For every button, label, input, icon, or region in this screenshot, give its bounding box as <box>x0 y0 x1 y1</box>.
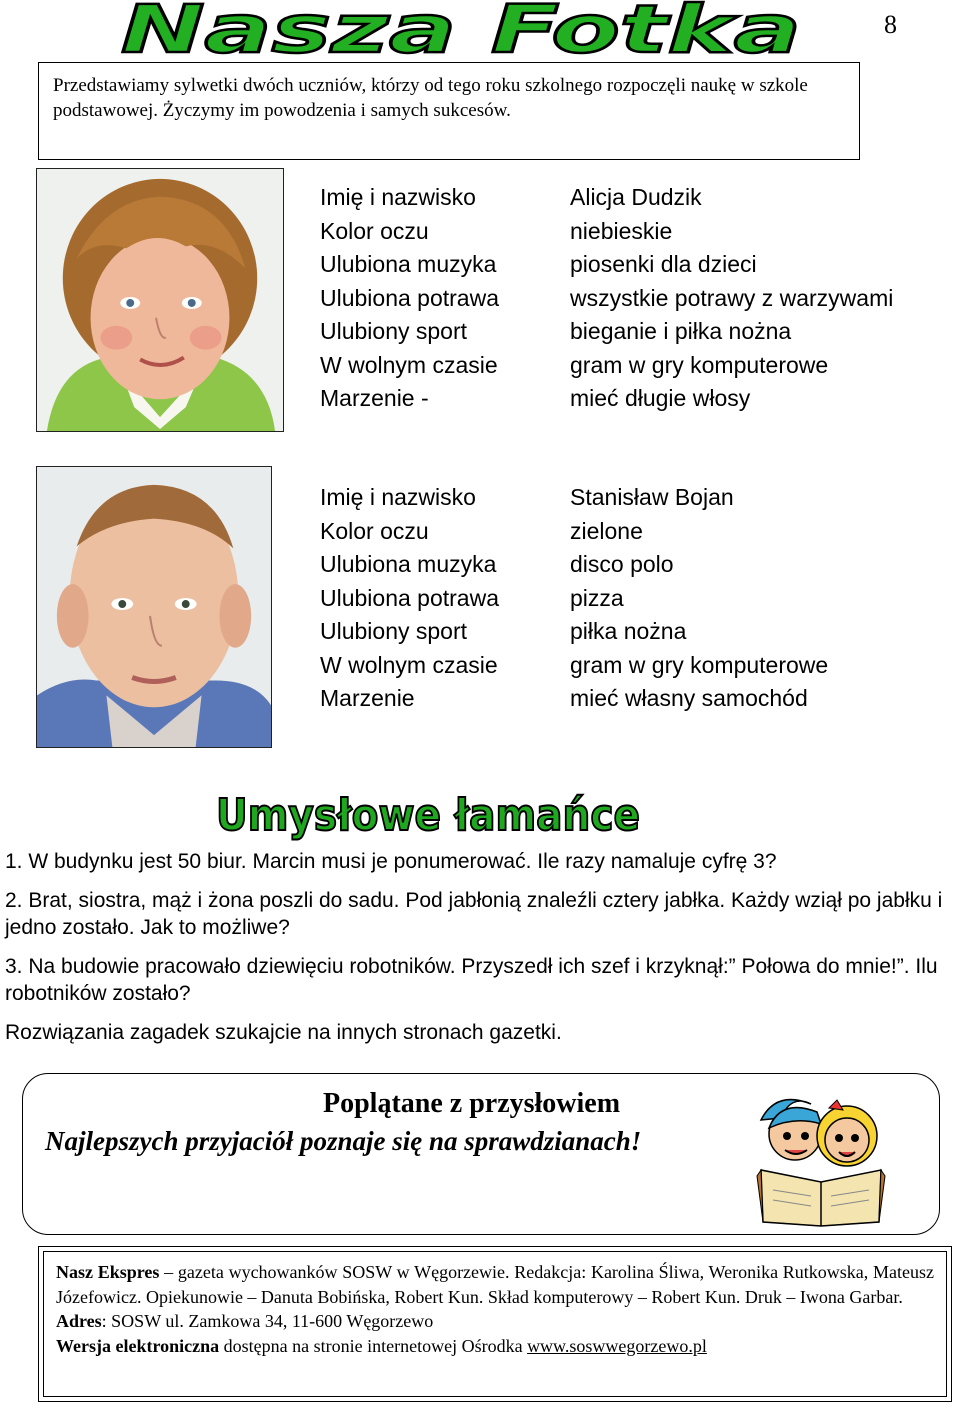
masthead-logo <box>116 0 806 62</box>
paper-description: – gazeta wychowanków SOSW w Węgorzewie. Redakcja: Karolina Śliwa, Weronika Rutkowska, Mateusz Józefowicz. Opiekunowie – Danuta Bobińska, Robert Kun. Skład komputerowy – Robert Kun. Druk – Iwona Garbar. <box>56 1262 935 1307</box>
paper-name: Nasz Ekspres <box>56 1262 160 1282</box>
intro-box <box>38 62 860 160</box>
footer-online <box>56 1334 934 1359</box>
riddles-title-text: Umysłowe łamańce <box>216 790 640 841</box>
footer-box <box>38 1246 952 1402</box>
profile-label: Ulubiona muzyka <box>320 251 497 277</box>
profile-value: gram w gry komputerowe <box>570 651 829 678</box>
profile-value: disco polo <box>570 551 674 577</box>
student-photo-girl <box>36 168 284 432</box>
student-photo-boy <box>36 466 272 748</box>
profile-label: Marzenie - <box>320 385 429 411</box>
riddle-item: 3. Na budowie pracowało dziewięciu robotników. Przyszedł ich szef i krzyknął:” Połowa do mnie!”. Ilu robotników zostało? <box>5 955 938 1005</box>
kids-reading-book-illustration <box>751 1090 891 1228</box>
profile-label: Ulubiony sport <box>320 618 468 644</box>
profile-value: gram w gry komputerowe <box>570 351 829 378</box>
profile-value: Alicja Dudzik <box>570 184 702 210</box>
proverb-text: Najlepszych przyjaciół poznaje się na sprawdzianach! <box>45 1126 642 1156</box>
profile-table-2 <box>320 481 950 716</box>
profile-value: zielone <box>570 517 643 544</box>
online-text: dostępna na stronie internetowej Ośrodka <box>219 1335 528 1356</box>
riddles-title <box>208 786 648 842</box>
profile-value: piłka nożna <box>570 618 687 644</box>
footer-address <box>56 1309 934 1334</box>
profile-label: Ulubiona potrawa <box>320 284 500 311</box>
profile-label: W wolnym czasie <box>320 351 498 378</box>
masthead-title: Nasza Fotka <box>121 0 801 62</box>
profile-value: mieć długie włosy <box>570 385 751 411</box>
profile-table-1 <box>320 181 950 416</box>
profile-value: pizza <box>570 584 624 611</box>
riddle-item: 1. W budynku jest 50 biur. Marcin musi je ponumerować. Ile razy namaluje cyfrę 3? <box>5 850 777 873</box>
profile-value: piosenki dla dzieci <box>570 251 757 277</box>
footer-credits <box>56 1260 934 1309</box>
riddles-closing: Rozwiązania zagadek szukajcie na innych stronach gazetki. <box>5 1021 562 1044</box>
profile-label: Ulubiona muzyka <box>320 551 497 577</box>
profile-label: W wolnym czasie <box>320 651 498 678</box>
address-label: Adres <box>56 1311 102 1331</box>
profile-value: mieć własny samochód <box>570 685 808 711</box>
profile-value: bieganie i piłka nożna <box>570 318 792 344</box>
profile-label: Kolor oczu <box>320 517 429 544</box>
website-link[interactable]: www.soswwegorzewo.pl <box>527 1335 707 1356</box>
profile-label: Kolor oczu <box>320 217 429 244</box>
page-number: 8 <box>884 10 897 39</box>
profile-value: Stanisław Bojan <box>570 484 734 510</box>
proverb-title: Poplątane z przysłowiem <box>323 1088 621 1119</box>
profile-label: Marzenie <box>320 685 415 711</box>
profile-label: Imię i nazwisko <box>320 484 476 510</box>
footer-inner <box>43 1251 947 1397</box>
profile-label: Ulubiona potrawa <box>320 584 500 611</box>
intro-text: Przedstawiamy sylwetki dwóch uczniów, którzy od tego roku szkolnego rozpoczęli naukę w szkole podstawowej. Życzymy im powodzenia i samych sukcesów. <box>53 75 808 121</box>
address-value: : SOSW ul. Zamkowa 34, 11-600 Węgorzewo <box>101 1311 434 1331</box>
riddle-item: 2. Brat, siostra, mąż i żona poszli do sadu. Pod jabłonią znaleźli cztery jabłka. Każdy wziął po jabłku i jedno zostało. Jak to możliwe? <box>5 889 943 939</box>
profile-value: niebieskie <box>570 217 673 244</box>
riddles-list <box>5 848 950 1058</box>
profile-value: wszystkie potrawy z warzywami <box>570 284 894 311</box>
profile-label: Imię i nazwisko <box>320 184 476 210</box>
profile-label: Ulubiony sport <box>320 318 468 344</box>
proverb-box <box>22 1073 940 1235</box>
online-label: Wersja elektroniczna <box>56 1335 220 1356</box>
